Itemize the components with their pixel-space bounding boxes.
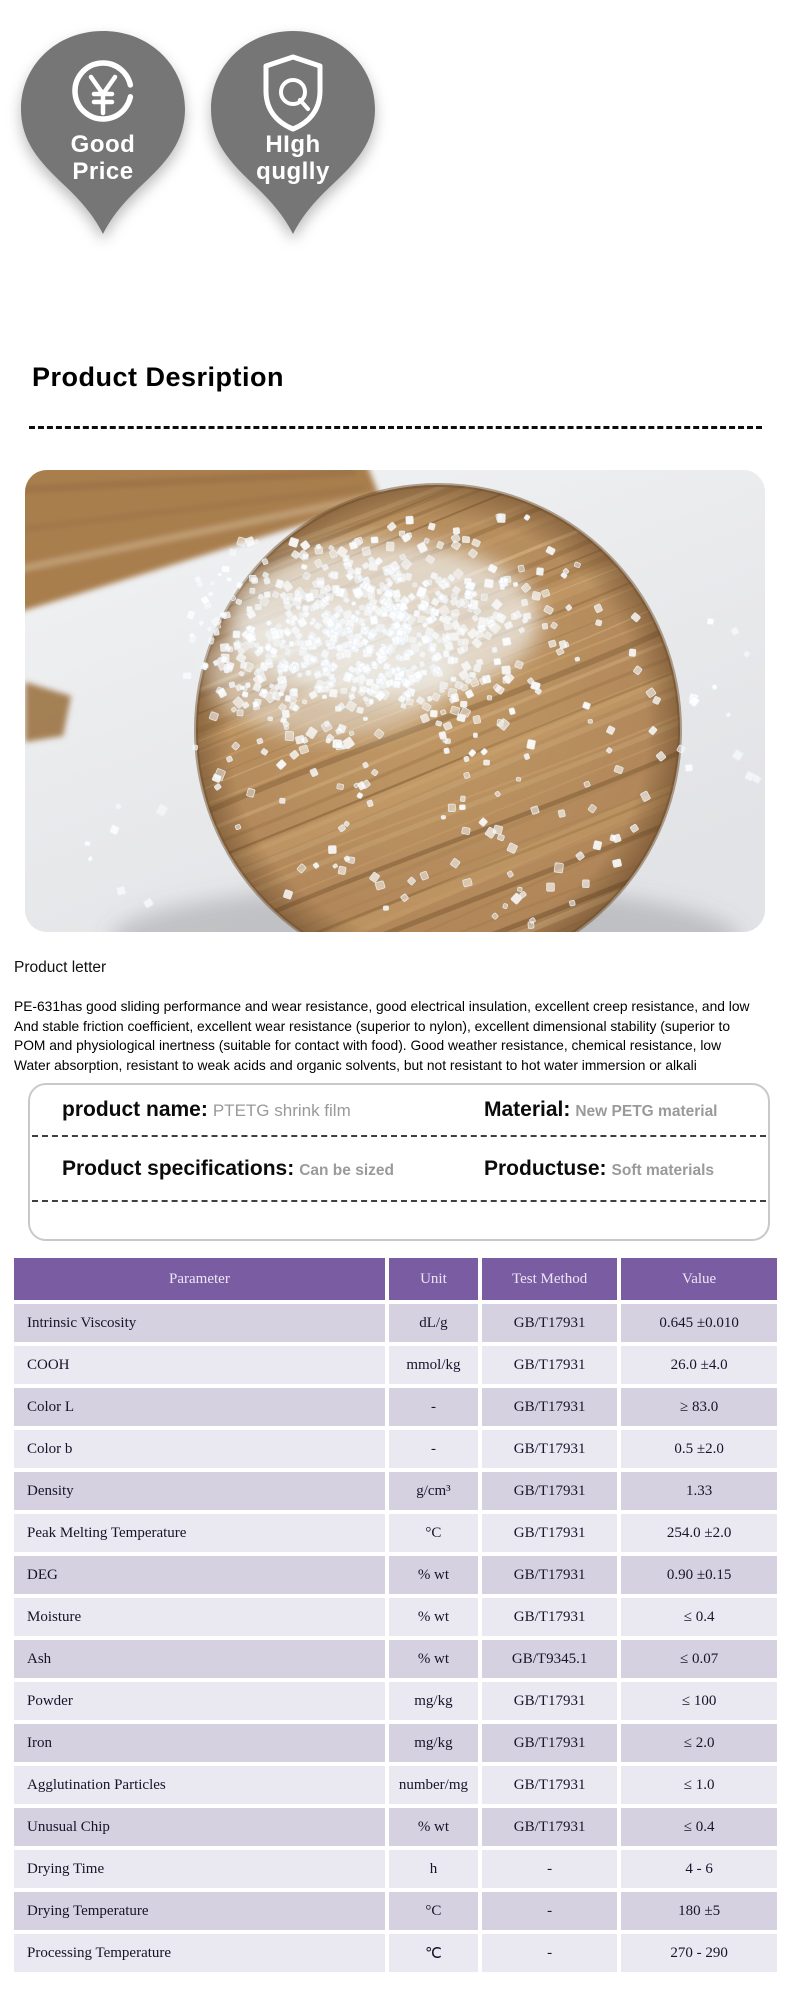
table-cell-method: GB/T17931: [482, 1808, 617, 1846]
table-cell-value: ≤ 0.4: [621, 1598, 777, 1636]
table-cell-unit: mmol/kg: [389, 1346, 478, 1384]
shield-quality-icon: [262, 54, 324, 132]
table-cell-param: Density: [14, 1472, 385, 1510]
table-cell-param: Processing Temperature: [14, 1934, 385, 1972]
letter-line: POM and physiological inertness (suitable for contact with food). Good weather resistance, chemical resistance, low: [14, 1038, 722, 1053]
table-cell-unit: ℃: [389, 1934, 478, 1972]
spec-table-body: [14, 1304, 777, 1972]
badge-high-quality: [210, 30, 376, 235]
table-row: [14, 1766, 777, 1804]
product-photo: [25, 470, 765, 932]
table-row: [14, 1514, 777, 1552]
col-header-test-method: Test Method: [482, 1258, 617, 1300]
material-cell: [484, 1098, 768, 1122]
table-cell-unit: mg/kg: [389, 1724, 478, 1762]
table-cell-value: 270 - 290: [621, 1934, 777, 1972]
badge-timely-delivery: [590, 30, 756, 235]
table-cell-value: ≤ 0.07: [621, 1640, 777, 1678]
table-cell-param: DEG: [14, 1556, 385, 1594]
badge-good-price: [20, 30, 186, 235]
badge-considerate-service: [400, 30, 566, 235]
yen-coin-icon: [68, 56, 138, 126]
pellets-on-wood-image: [25, 470, 765, 932]
table-cell-param: Drying Time: [14, 1850, 385, 1888]
col-header-parameter: Parameter: [14, 1258, 385, 1300]
table-cell-unit: °C: [389, 1892, 478, 1930]
table-cell-param: Ash: [14, 1640, 385, 1678]
product-info-box: [28, 1083, 770, 1241]
info-dashed-separator: [32, 1200, 766, 1202]
table-cell-method: GB/T17931: [482, 1388, 617, 1426]
col-header-value: Value: [621, 1258, 777, 1300]
col-header-unit: Unit: [389, 1258, 478, 1300]
info-row-2: [30, 1137, 768, 1200]
letter-line: And stable friction coefficient, excellent wear resistance (superior to nylon), excellent dimensional stability (superior to: [14, 1018, 730, 1034]
badge-label: Timel deflivery: [621, 131, 725, 185]
product-name-cell: [62, 1098, 484, 1122]
table-cell-param: Iron: [14, 1724, 385, 1762]
material-label: Material:: [484, 1098, 571, 1121]
table-cell-unit: number/mg: [389, 1766, 478, 1804]
package-icon: [636, 53, 710, 133]
specifications-cell: [62, 1157, 484, 1181]
table-row: [14, 1682, 777, 1720]
table-cell-method: GB/T17931: [482, 1346, 617, 1384]
product-letter-body: [14, 997, 784, 1075]
table-cell-method: GB/T17931: [482, 1766, 617, 1804]
product-use-label: Productuse:: [484, 1156, 607, 1180]
table-row: [14, 1598, 777, 1636]
table-row: [14, 1388, 777, 1426]
letter-line: Water absorption, resistant to weak acids and organic solvents, but not resistant to hot water immersion or alkali: [14, 1057, 697, 1073]
table-cell-unit: % wt: [389, 1598, 478, 1636]
table-cell-value: 0.90 ±0.15: [621, 1556, 777, 1594]
table-cell-method: -: [482, 1934, 617, 1972]
product-name-value: PTETG shrink film: [212, 1101, 351, 1120]
table-cell-unit: h: [389, 1850, 478, 1888]
table-cell-method: GB/T17931: [482, 1724, 617, 1762]
table-row: [14, 1724, 777, 1762]
table-cell-value: 1.33: [621, 1472, 777, 1510]
table-cell-method: GB/T17931: [482, 1598, 617, 1636]
table-row: [14, 1934, 777, 1972]
table-cell-method: GB/T17931: [482, 1430, 617, 1468]
specifications-value: Can be sized: [299, 1161, 394, 1179]
table-cell-param: Color L: [14, 1388, 385, 1426]
badge-label: HIgh quglly: [256, 131, 330, 185]
table-cell-unit: dL/g: [389, 1304, 478, 1342]
product-use-value: Soft materials: [611, 1161, 715, 1179]
table-cell-method: GB/T17931: [482, 1472, 617, 1510]
table-cell-param: Intrinsic Viscosity: [14, 1304, 385, 1342]
table-cell-method: GB/T9345.1: [482, 1640, 617, 1678]
table-cell-param: Peak Melting Temperature: [14, 1514, 385, 1552]
table-cell-method: GB/T17931: [482, 1304, 617, 1342]
table-cell-unit: -: [389, 1430, 478, 1468]
table-row: [14, 1850, 777, 1888]
table-cell-method: GB/T17931: [482, 1514, 617, 1552]
table-cell-unit: % wt: [389, 1808, 478, 1846]
table-cell-param: Powder: [14, 1682, 385, 1720]
table-row: [14, 1640, 777, 1678]
spec-table: [10, 1254, 781, 1976]
material-value: New PETG material: [575, 1103, 718, 1120]
table-cell-unit: % wt: [389, 1556, 478, 1594]
table-cell-value: 0.645 ±0.010: [621, 1304, 777, 1342]
table-cell-value: ≤ 1.0: [621, 1766, 777, 1804]
table-cell-unit: g/cm³: [389, 1472, 478, 1510]
table-cell-value: 4 - 6: [621, 1850, 777, 1888]
table-row: [14, 1808, 777, 1846]
table-row: [14, 1346, 777, 1384]
table-row: [14, 1304, 777, 1342]
table-cell-param: Drying Temperature: [14, 1892, 385, 1930]
table-cell-value: 180 ±5: [621, 1892, 777, 1930]
table-cell-value: 254.0 ±2.0: [621, 1514, 777, 1552]
product-use-cell: [484, 1157, 768, 1181]
table-cell-value: ≤ 0.4: [621, 1808, 777, 1846]
table-cell-unit: °C: [389, 1514, 478, 1552]
table-cell-value: ≥ 83.0: [621, 1388, 777, 1426]
badge-label: Good Price: [70, 131, 136, 185]
page-title: Product Desription: [32, 362, 285, 392]
table-cell-method: -: [482, 1850, 617, 1888]
letter-line: PE-631has good sliding performance and wear resistance, good electrical insulation, excellent creep resistance, and low: [14, 999, 750, 1014]
table-cell-value: 0.5 ±2.0: [621, 1430, 777, 1468]
table-cell-value: 26.0 ±4.0: [621, 1346, 777, 1384]
table-row: [14, 1472, 777, 1510]
dashed-divider: [29, 426, 762, 429]
info-row-1: [30, 1085, 768, 1135]
table-row: [14, 1430, 777, 1468]
table-cell-param: Color b: [14, 1430, 385, 1468]
table-cell-method: GB/T17931: [482, 1682, 617, 1720]
spec-table-header: [14, 1258, 777, 1300]
table-cell-unit: % wt: [389, 1640, 478, 1678]
table-cell-param: Unusual Chip: [14, 1808, 385, 1846]
badge-label: Considerato service: [410, 131, 556, 185]
table-row: [14, 1892, 777, 1930]
specifications-label: Product specifications:: [62, 1156, 295, 1180]
table-cell-unit: mg/kg: [389, 1682, 478, 1720]
table-cell-value: ≤ 100: [621, 1682, 777, 1720]
table-cell-param: COOH: [14, 1346, 385, 1384]
table-cell-param: Moisture: [14, 1598, 385, 1636]
table-cell-method: -: [482, 1892, 617, 1930]
table-cell-param: Agglutination Particles: [14, 1766, 385, 1804]
table-cell-unit: -: [389, 1388, 478, 1426]
table-cell-value: ≤ 2.0: [621, 1724, 777, 1762]
product-name-label: product name:: [62, 1098, 208, 1121]
table-row: [14, 1556, 777, 1594]
product-letter-heading: Product letter: [14, 959, 107, 976]
table-cell-method: GB/T17931: [482, 1556, 617, 1594]
